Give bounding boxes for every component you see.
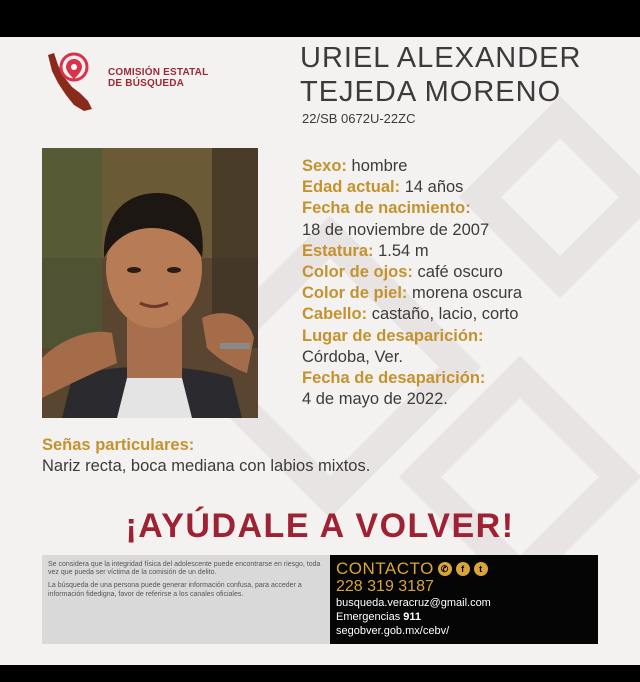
disclaimer-paragraph-2: La búsqueda de una persona puede generar información confusa, para acceder a información fidedigna, favor de referirse a los canales oficiales. [48,582,302,598]
org-name-line2: DE BÚSQUEDA [108,78,185,89]
contact-title-row [336,559,592,579]
detail-label: Fecha de desaparición: [302,369,486,388]
emergency-label: Emergencias [336,611,401,623]
detail-value: 4 de mayo de 2022. [302,390,448,409]
detail-label: Cabello: [302,305,368,324]
contact-phone[interactable]: 228 319 3187 [336,578,434,595]
detail-label: Color de piel: [302,284,408,303]
contact-website[interactable]: segobver.gob.mx/cebv/ [336,625,450,637]
missing-person-poster [0,37,640,665]
detail-label: Edad actual: [302,178,401,197]
detail-value: 18 de noviembre de 2007 [302,220,490,239]
person-photo-illustration [42,148,258,418]
name-line1: URIEL ALEXANDER [300,42,582,74]
org-logo [44,47,234,115]
contact-emergency [336,610,592,624]
detail-value: 1.54 m [378,241,429,260]
contact-title: CONTACTO [336,559,434,578]
detail-lugar [302,326,622,368]
senas-value: Nariz recta, boca mediana con labios mixtos. [42,457,371,475]
detail-value: 14 años [404,178,464,197]
detail-piel [302,283,622,304]
org-name [108,67,208,89]
whatsapp-icon[interactable]: ✆ [438,562,452,576]
contact-email[interactable]: busqueda.veracruz@gmail.com [336,597,491,609]
detail-label: Fecha de nacimiento: [302,199,471,218]
detail-value: café oscuro [417,263,503,282]
contact-box [330,555,598,644]
twitter-icon[interactable]: t [474,562,488,576]
detail-label: Estatura: [302,241,374,260]
case-id: 22/SB 0672U-22ZC [302,111,416,126]
detail-nacimiento [302,198,622,240]
detail-value: castaño, lacio, corto [371,305,519,324]
detail-cabello [302,304,622,325]
detail-label: Color de ojos: [302,263,413,282]
distinguishing-marks [42,435,370,477]
facebook-icon[interactable]: f [456,562,470,576]
detail-edad [302,177,622,198]
detail-estatura [302,241,622,262]
org-name-line1: COMISIÓN ESTATAL [108,67,209,78]
disclaimer-box [42,555,330,644]
senas-label: Señas particulares: [42,436,195,454]
person-photo [42,148,258,418]
detail-value: hombre [351,157,408,175]
detail-ojos [302,262,622,283]
detail-value: morena oscura [412,284,523,303]
person-name [300,41,581,109]
person-details [302,156,622,410]
name-line2: TEJEDA MORENO [300,76,562,108]
disclaimer-paragraph-1: Se considera que la integridad física del adolescente puede encontrarse en riesgo, toda vez que pueda ser víctima de la comisión de un delito. [48,561,321,577]
detail-label: Sexo: [302,157,347,175]
emergency-number[interactable]: 911 [403,611,422,623]
detail-label: Lugar de desaparición: [302,326,484,345]
detail-fecha-desaparicion [302,368,622,410]
detail-value: Córdoba, Ver. [302,347,403,366]
help-headline: ¡AYÚDALE A VOLVER! [125,507,515,545]
veracruz-map-logo-icon [44,47,104,115]
detail-sexo [302,156,622,177]
